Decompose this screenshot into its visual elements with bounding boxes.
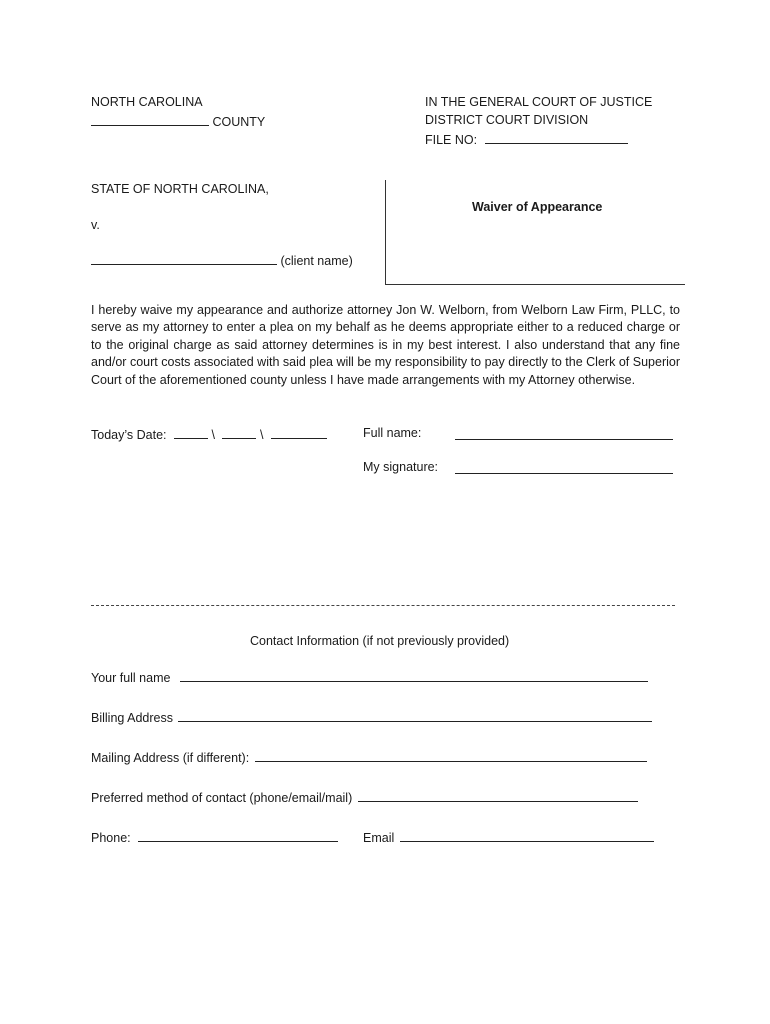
contact-heading: Contact Information (if not previously provided) bbox=[250, 634, 510, 648]
date-month-blank[interactable] bbox=[174, 426, 208, 439]
dashed-separator bbox=[91, 605, 675, 606]
preferred-contact-label: Preferred method of contact (phone/email/mail) bbox=[91, 791, 353, 805]
county-blank[interactable] bbox=[91, 113, 209, 126]
court-line-1: IN THE GENERAL COURT OF JUSTICE bbox=[425, 95, 653, 109]
signature-blank-wrap bbox=[455, 461, 673, 477]
mailing-address-blank[interactable] bbox=[255, 749, 647, 762]
email-label: Email bbox=[363, 831, 395, 845]
mailing-address-label: Mailing Address (if different): bbox=[91, 751, 250, 765]
date-separator: \ bbox=[259, 428, 264, 442]
client-name-blank[interactable] bbox=[91, 252, 277, 265]
county-line bbox=[91, 113, 265, 129]
file-no-blank[interactable] bbox=[485, 131, 628, 144]
full-name-blank[interactable] bbox=[455, 427, 673, 440]
mailing-address-line bbox=[91, 749, 647, 765]
email-blank[interactable] bbox=[400, 829, 654, 842]
preferred-contact-line bbox=[91, 789, 638, 805]
contact-full-name-label: Your full name bbox=[91, 671, 171, 685]
date-day-blank[interactable] bbox=[222, 426, 256, 439]
full-name-blank-wrap bbox=[455, 427, 673, 443]
signature-blank[interactable] bbox=[455, 461, 673, 474]
my-signature-label: My signature: bbox=[363, 460, 439, 474]
full-name-label: Full name: bbox=[363, 426, 422, 440]
versus: v. bbox=[91, 218, 100, 232]
date-separator: \ bbox=[211, 428, 215, 442]
file-no-line bbox=[425, 131, 628, 147]
caption-horizontal-divider bbox=[385, 284, 685, 285]
billing-address-blank[interactable] bbox=[178, 709, 652, 722]
county-label: COUNTY bbox=[212, 115, 266, 129]
phone-blank[interactable] bbox=[138, 829, 338, 842]
todays-date-label: Today’s Date: bbox=[91, 428, 167, 442]
phone-label: Phone: bbox=[91, 831, 131, 845]
client-name-label: (client name) bbox=[280, 254, 353, 268]
todays-date-line bbox=[91, 426, 327, 442]
court-line-2: DISTRICT COURT DIVISION bbox=[425, 113, 589, 127]
date-year-blank[interactable] bbox=[271, 426, 327, 439]
billing-address-line bbox=[91, 709, 652, 725]
caption-vertical-divider bbox=[385, 180, 386, 284]
contact-full-name-blank[interactable] bbox=[180, 669, 648, 682]
preferred-contact-blank[interactable] bbox=[358, 789, 638, 802]
billing-address-label: Billing Address bbox=[91, 711, 173, 725]
phone-line bbox=[91, 829, 338, 845]
state-heading: NORTH CAROLINA bbox=[91, 95, 203, 109]
client-name-line bbox=[91, 252, 353, 268]
file-no-label: FILE NO: bbox=[425, 133, 478, 147]
document-title: Waiver of Appearance bbox=[472, 200, 603, 214]
email-line bbox=[363, 829, 654, 845]
contact-full-name-line bbox=[91, 669, 648, 685]
plaintiff-name: STATE OF NORTH CAROLINA, bbox=[91, 182, 269, 196]
waiver-paragraph: I hereby waive my appearance and authorize attorney Jon W. Welborn, from Welborn Law Firm, PLLC, to serve as my attorney to enter a plea on my behalf as he deems appropriate either to a reduced charge or to the original charge as said attorney determines is in my best interest. I also understand that any fine and/or court costs associated with said plea will be my responsibility to pay directly to the Clerk of Superior Court of the aforementioned county unless I have made arrangements with my Attorney otherwise. bbox=[91, 303, 680, 387]
